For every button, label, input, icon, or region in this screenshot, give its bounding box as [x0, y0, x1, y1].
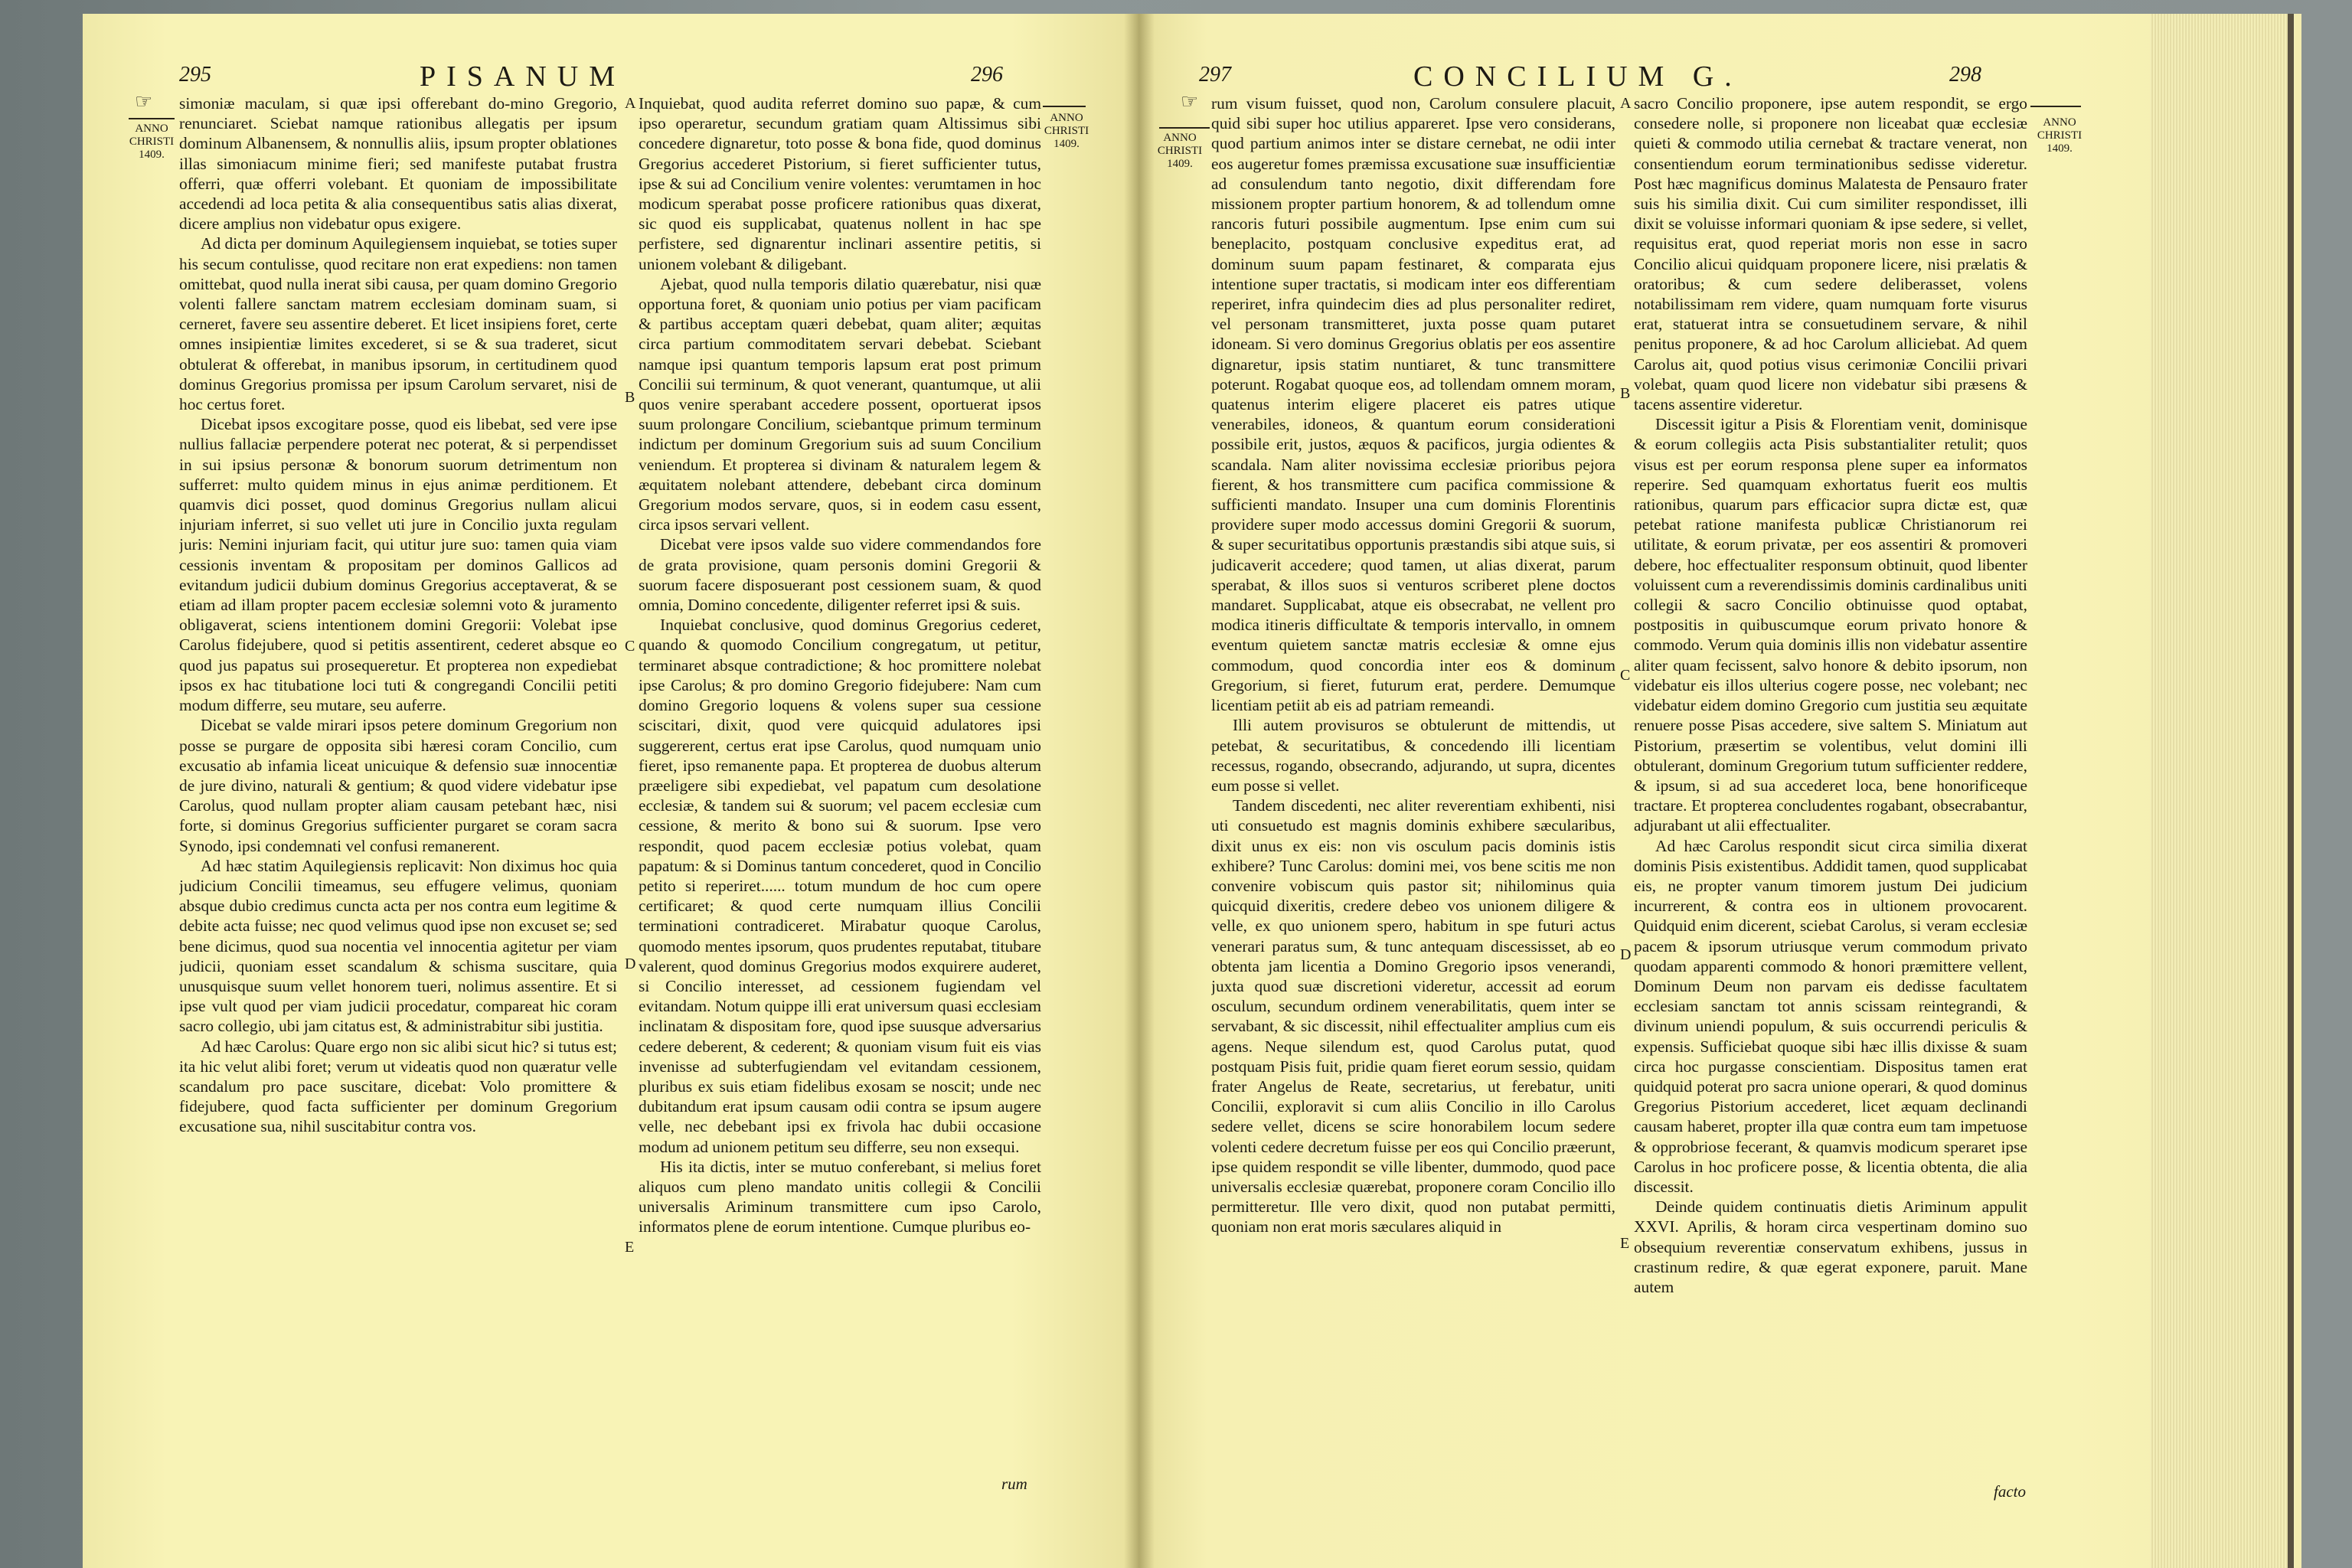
page-number-left: 295 — [179, 63, 211, 87]
page-number-right: 298 — [1949, 63, 1981, 87]
paragraph: Ajebat, quod nulla temporis dilatio quærebatur, nisi quæ opportuna foret, & quoniam unio potius per viam pacificam & partibus acceptam quæri debebat, quam aliter; æquitas circa partium commoditatem servari debebat. Sciebant namque ipsi quantum temporis lapsum erat post primum Concilii sui terminum, & quot venerant, quantumque, ut alii quos venire sperabant accedere possent, oportuerat ipsos suum prolongare Concilium, sciebantque primum terminum indictum per dominum Gregorium suis ad suum Concilium veniendum. Et propterea si divinam & naturalem legem & æquitatem nolebant attendere, debebant circa dominum Gregorium modos servare, quos, si in eodem casu essent, circa ipsos servari vellent. — [639, 274, 1041, 534]
section-letter: D — [625, 956, 636, 972]
paragraph: Ad hæc statim Aquilegiensis replicavit: Non diximus hoc quia judicium Concilii timeamus, seu effugere velimus, quoniam absque dubio credimus cuncta acta per nos contra eum legitime & debite acta fuisse; nec quod velimus quod ipse non excuset se; sed bene dicimus, quod sua nocentia vel innocentia agitetur per viam judicii, quoniam esset scandalum & schisma suscitare, quia unusquisque suum vellet honorem tueri, nolimus assentire. Et si ipse vult quod per viam judicii procedatur, compareat hic coram sacro collegio, ubi jam citatus est, & administrabitur sibi justitia. — [179, 856, 617, 1036]
paragraph: Ad hæc Carolus: Quare ergo non sic alibi sicut hic? si tutus est; ita hic velut alibi foret; verum ut videatis quod non quæratur velle scandalum pro pace suscitare, dicebat: Volo promittere & fidejubere, quod facta sufficienter per dominum Gregorium excusatione sua, nihil suscitabitur contra vos. — [179, 1037, 617, 1136]
pointing-hand-icon: ☞ — [135, 90, 153, 113]
section-letter: B — [1620, 385, 1631, 402]
text-column-b — [639, 93, 1041, 1349]
margin-note-line: ANNO — [1050, 112, 1083, 124]
margin-note-line: 1409. — [2047, 142, 2073, 155]
paragraph: Inquiebat conclusive, quod dominus Gregorius cederet, quando & quomodo Concilium congregatum, ut petitur, terminaret absque contradictione; & hoc promittere nolebat ipse Carolus; & pro domino Gregorio fidejubere: Nam cum domino Gregorio loquens & volens super sua cessione sciscitari, dixit, quod vere quicquid adulatores ipsi suggererent, certus erat ipse Carolus, quod numquam unio fieret, ipso remanente papa. Et propterea de duobus alterum præeligere sibi expediebat, vel papatum cum desolatione ecclesiæ, & tandem sui & suorum; vel pacem ecclesiæ cum cessione, & merito & bono sui & suorum. Ipse vero respondit, quod pacem ecclesiæ potius volebat, quam papatum: & si Dominus tantum concederet, quod in Concilio petito si reperiret...... totum mundum de hoc cum opere certificaret; & quod certe numquam illius Concilii terminationi contradiceret. Mirabatur quoque Carolus, quomodo mentes ipsorum, quos prudentes reputabat, titubare valerent, quod dominus Gregorius modos exquirere auderet, si Concilio interesset, ad cessionem fugiendam vel evitandam. Notum quippe illi erat universum quasi ecclesiam inclinatam & dispositam fore, quod ipse suusque adversarius cedere deberent, & cederent; & quoniam visum fuit eis vias invenisse ad subterfugiendam vel evitandam cessionem, pluribus ex suis etiam fidelibus exosam se noscit; unde nec dubitandum erat ipsum causam odii contra se ipsum augere velle, nec debebant ipsi ex frivola hac dubii occasione modum ad unionem petitum seu differre, seu non exsequi. — [639, 616, 1041, 1156]
paragraph: rum visum fuisset, quod non, Carolum consulere placuit, quid sibi super hoc utilius appareret. Ipse vero considerans, quod partium animos inter se distare cernebat, ne odii inter eos augeretur fomes præmissa excusatione suæ insufficientiæ ad consulendum tanto negotio, dixit differendam fore missionem propter partium honorem, & ad tollendum omne rancoris futuri possibile augmentum. Ipse enim cum sui beneplacito, postquam conclusive expeditus erat, ad dominum suum papam festinaret, & comparata ejus intentione super tractatis, si modicam inter eos differentiam reperiret, infra quindecim dies ad plus personaliter rediret, vel personam transmitteret, juxta posse quam putaret idoneam. Si vero dominus Gregorius oblatis per eos assentire dignaretur, ipsis statim nuntiaret, & tunc transmittere poterunt. Rogabat quoque eos, ad tollendam omnem moram, quatenus interim eligere placeret eis patres utique venerabiles, idoneos, & quantum eorum considerationi possibile erit, justos, æquos & pacificos, jurgia odientes & scandala. Nam aliter novissima ecclesiæ prioribus pejora fierent, & hos transmittere cum pacifica commissione & sufficienti mandato. Insuper una cum dominis Florentinis providere super modo accessus domini Gregorii & suorum, & super securitatibus opportunis præstandis sibi atque suis, si judicaverit accedere; quod tamen, ut alias dixerat, parum sperabat, & illos suos si venturos scriberet plene doctos mandaret. Supplicabat, atque eis obsecrabat, ne vellent pro modica itineris difficultate & temporis intervallo, in omnem eventum quietem sanctæ matris ecclesiæ & omne ejus commodum, quod concordia inter eos & dominum Gregorium, si fieret, futurum erat, perdere. Demumque licentiam petiit ab eis ad patriam remeandi. — [1211, 94, 1615, 715]
paragraph: Dicebat ipsos excogitare posse, quod eis libebat, sed vere ipse nullius fallaciæ perpendere poterat nec poterat, & si perpendisset in sui ipsius personæ & bonorum suorum detrimentum non sufferret: multo quidem minus in ejus animæ perditionem. Et quamvis dici posset, quod dominus Gregorius nullam alicui injuriam inferret, si suo vellet uti jure in Concilio juxta regulam juris: Nemini injuriam facit, qui utitur jure suo: tamen quia viam cessionis inventam & propositam per dominos Gallicos ad evitandum judicii dubium dominus Gregorius acceptaverat, & se etiam ad illam propter pacem ecclesiæ solemni voto & juramento obligaverat, sciens intentionem domini Gregorii: Volebat ipse Carolus fidejubere, quod si petitis assentirent, cederet absque eo quod jus papatus sui prosequeretur. Et propterea non expediebat ipsos ex hac titubatione loci tuti & congregandi Concilii petiti modum differre, seu mutare, seu auferre. — [179, 415, 617, 715]
left-page — [83, 14, 1138, 1568]
page-number-left: 297 — [1199, 63, 1231, 87]
paragraph: His ita dictis, inter se mutuo conferebant, si melius foret aliquos cum pleno mandato unitis collegii & Concilii universalis Ariminum transmittere cum ipso Carolo, informatos plene de eorum intentione. Cumque pluribus eo- — [639, 1157, 1041, 1236]
section-letter: C — [625, 638, 635, 655]
paragraph: Ad hæc Carolus respondit sicut circa similia dixerat dominis Pisis existentibus. Addidit tamen, quod supplicabat eis, ne propter vanum timorem justum Dei judicium incurrerent, & contra eos in ultionem provocarent. Quidquid enim dicerent, sciebat Carolus, si veram ecclesiæ pacem & ipsorum utriusque verum commodum privato quodam apparenti commodo & honori præmittere vellent, Dominum Deum non parvam eis dedisse facultatem ecclesiam sanctam tot annis scissam reintegrandi, & divinum uniendi populum, & suis occurrendi periculis & expensis. Sufficiebat quoque sibi hæc illis dixisse & suam circa hoc purgasse conscientiam. Dispositus tamen erat quidquid poterat pro sacra unione operari, & quod dominus Gregorius Pistorium accederet, licet æquam declinandi causam haberet, propter illa quæ contra eum tam impetuose & opprobriose fecerant, & quamvis modicum speraret ipse Carolus in hoc proficere posse, & licentia obtenta, die alia discessit. — [1634, 836, 2027, 1196]
section-letter: E — [1620, 1235, 1630, 1252]
section-letter: D — [1620, 946, 1632, 963]
paragraph: Deinde quidem continuatis dietis Ariminum appulit XXVI. Aprilis, & horam circa vespertinam domino suo obsequium reverentiæ conservatum exhibens, jussus in crastinum redire, & quæ egerat exponere, paruit. Mane autem — [1634, 1197, 2027, 1296]
paragraph: sacro Concilio proponere, ipse autem respondit, se ergo consedere nolle, si proponere non liceabat quæ ecclesiæ quieti & commodo utilia cernebat & tractare venerat, non consentiendum eorum terminationibus sedisse videretur. Post hæc magnificus dominus Malatesta de Pensauro frater suis his similia dixit. Cui cum similiter respondisset, illi dixit se voluisse informari quoniam & ipse sedere, si vellet, requisitus erat, quod reperiat moris non esse in sacro Concilio alicui quidquam proponere licere, nisi prælatis & oratoribus; & cum sedere deliberasset, volens notabilissimam rem videre, quam numquam forte visurus erat, statuerat intra se consuetudinem servare, & nihil penitus proponere, & ad hoc Carolum alliciebat. Ad quem Carolus ait, quod potius visus cerimoniæ Concilii privari volebat, quam quod licere non videbatur sibi præsens & tacens assentire videretur. — [1634, 94, 2027, 414]
section-letter: C — [1620, 667, 1631, 684]
paragraph: Dicebat vere ipsos valde suo videre commendandos fore de grata provisione, quam personis domini Gregorii & suorum facere disposuerant post cessionem suam, & quod omnia, Domino concedente, diligenter referret ipsi & suis. — [639, 535, 1041, 615]
margin-note-line: 1409. — [1167, 158, 1193, 170]
text-column-a — [179, 93, 617, 1349]
catchword-left: rum — [1001, 1475, 1027, 1493]
paragraph: simoniæ maculam, si quæ ipsi offerebant do-mino Gregorio, renunciaret. Sciebat namque rationibus allegatis per ipsum dominum Albanensem, & nonnullis aliis, ipsum propter oblationes illas simoniacum minime fieri; sed manifeste putabat frustra offerri, quæ offerri volebant. Et quoniam de impossibilitate accedendi ad loca petita & alia consequentibus satis alias dixerat, dicere amplius non videbatur opus exigere. — [179, 94, 617, 234]
book-gutter — [1124, 14, 1155, 1568]
margin-note-left — [127, 122, 176, 162]
running-title-left: PISANUM — [420, 60, 626, 93]
margin-rule — [129, 118, 175, 119]
section-letter: A — [625, 95, 636, 112]
paragraph: Discessit igitur a Pisis & Florentiam venit, dominisque & eorum collegiis acta Pisis substantialiter retulit; quos visus est per eorum responsa plene super ea informatos reperire. Sed quamquam exhortatus fuerit eos multis rationibus, quarum pars efficacior supra dictæ est, quæ petebat ratione manifesta publicæ Christianorum rei utilitate, & eorum privatæ, per eos assentiri & promoveri debere, hoc effectualiter responsum obtinuit, quod libenter voluissent cum a reverendissimis dominis cardinalibus uniti collegii & sacro Concilio obtinuisse quod optabat, postpositis in quibuscumque eorum privato honore & commodo. Verum quia dominis illis non videbatur assentire aliter quam fecissent, salvo honore & debito ipsorum, non videbatur eis illos ulterius cogere posse, nec volebant; nec videbatur eidem domino Gregorio cum justitia seu æquitate renuere posse Pisas accedere, sive saltem S. Miniatum aut Pistorium, præsertim se volentibus, velut domini illi obtulerant, dominum Gregorium tutum sufficienter reddere, & ipsum, si ad sua accederet loca, bene honorificeque tractare. Et propterea concludentes rogabant, obsecrabantur, adjurabant ut alii effectualiter. — [1634, 415, 2027, 835]
text-column-a — [1211, 93, 1615, 1357]
margin-note-line: CHRISTI — [1157, 145, 1203, 157]
right-page — [1138, 14, 2301, 1568]
section-letter: A — [1620, 95, 1632, 112]
margin-note-line: CHRISTI — [129, 136, 175, 148]
margin-rule — [1043, 106, 1086, 107]
margin-note-line: 1409. — [139, 149, 165, 161]
section-letter: E — [625, 1239, 635, 1256]
margin-rule — [2030, 106, 2081, 107]
paragraph: Ad dicta per dominum Aquilegiensem inquiebat, se toties super his secum contulisse, quod recitare non erat expediens: non tamen omittebat, quod nulla inerat sibi causa, per quam domino Gregorio volenti fallere sanctam matrem ecclesiam dominam suam, si cerneret, favere seu assentire deberet. Et licet insipiens foret, certe omnes insipientiæ limites excederet, si se & sua traderet, sicut obtulerat & offerebat, in manibus ipsorum, in certitudinem quod dominus Gregorius promissa per ipsum Carolum servaret, nisi de hoc certus foret. — [179, 234, 617, 414]
open-book — [83, 14, 2196, 1568]
margin-note-line: 1409. — [1054, 138, 1080, 150]
catchword-right: facto — [1994, 1482, 2026, 1501]
margin-note-line: ANNO — [1163, 132, 1197, 144]
paragraph: Illi autem provisuros se obtulerunt de mittendis, ut petebat, & securitatibus, & concedendo illi licentiam recessus, rogando, obsecrando, adjurando, ut supra, dicentes eum posse si vellet. — [1211, 716, 1615, 795]
page-number-right: 296 — [971, 63, 1003, 87]
margin-note-outer — [2032, 116, 2087, 155]
pointing-hand-icon: ☞ — [1181, 90, 1199, 113]
margin-note-line: ANNO — [135, 122, 168, 135]
margin-note-left — [1152, 132, 1208, 171]
margin-note-inner — [1041, 112, 1092, 151]
book-cover-edge — [2288, 14, 2294, 1568]
text-column-b — [1634, 93, 2027, 1357]
paragraph: Tandem discedenti, nec aliter reverentiam exhibenti, nisi uti consuetudo est magnis dominis exhibere sæcularibus, dixit unus ex eis: non vis osculum pacis dominis istis exhibere? Tunc Carolus: domini mei, vos bene scitis me non convenire vobiscum quis pastor sit; nihilominus quia quicquid dixeritis, credere debeo vos unionem diligere & velle, ex quo unionem spero, habitum in spe futuri actus venerari paratus sum, & tunc antequam discessisset, ab eo obtenta jam licentia a Domino Gregorio ipsos venerandi, juxta quod suæ discretioni videretur, accessit ad eorum osculum, secundum ordinem venerabilitatis, quem inter se servabant, & sic discessit, nihil effectualiter amplius cum eis agens. Neque silendum est, quod Carolus putat, quod postquam Pisis fuit, pridie quam fieret eorum sessio, quidam frater Angelus de Reate, secretarius, ut ferebatur, uniti Concilii, exploravit si cum aliis Concilio in illo Carolus sedere vellet, dicens se scire honorabilem locum sedere volenti cedere decretum fuisse per eos qui Concilio præerunt, ipse quidem respondit se ville libenter, dummodo, quod pace universalis ecclesiæ quærebat, proponere coram Concilio illo permitteretur. Ille vero dixit, quod non putabat permitti, quoniam non erat moris sæculares aliquid in — [1211, 796, 1615, 1236]
margin-rule — [1159, 127, 1210, 129]
page-edges — [2150, 14, 2295, 1568]
running-title-right: CONCILIUM G. — [1413, 60, 1743, 93]
margin-note-line: CHRISTI — [2037, 129, 2082, 142]
margin-note-line: CHRISTI — [1044, 125, 1089, 137]
margin-note-line: ANNO — [2043, 116, 2076, 129]
paragraph: Inquiebat, quod audita referret domino suo papæ, & cum ipso operaretur, secundum gratiam quam Altissimus sibi concedere dignaretur, toto posse & bona fide, quod dominus Gregorius accederet Pistorium, si fieret sufficienter tutus, ipse & sui ad Concilium venire volentes: verumtamen in hoc modicum sperabat posse proficere rationibus quas dixerat, sic quod eis supplicabat, quatenus nollent in hac spe perfistere, sed dignarentur inclinari assentire petitis, si unionem volebant & diligebant. — [639, 94, 1041, 273]
paragraph: Dicebat se valde mirari ipsos petere dominum Gregorium non posse se purgare de opposita sibi hæresi coram Concilio, cum excusatio ab infamia liceat unicuique & defensio suæ innocentiæ de jure divino, naturali & gentium; & quod videre videbatur ipse Carolus, quod nullam propter aliam causam petebant hæc, nisi forte, si dominus Gregorius sufficienter purgaret se coram sacra Synodo, ipsi condemnati vel confusi remanerent. — [179, 716, 617, 855]
section-letter: B — [625, 389, 635, 406]
